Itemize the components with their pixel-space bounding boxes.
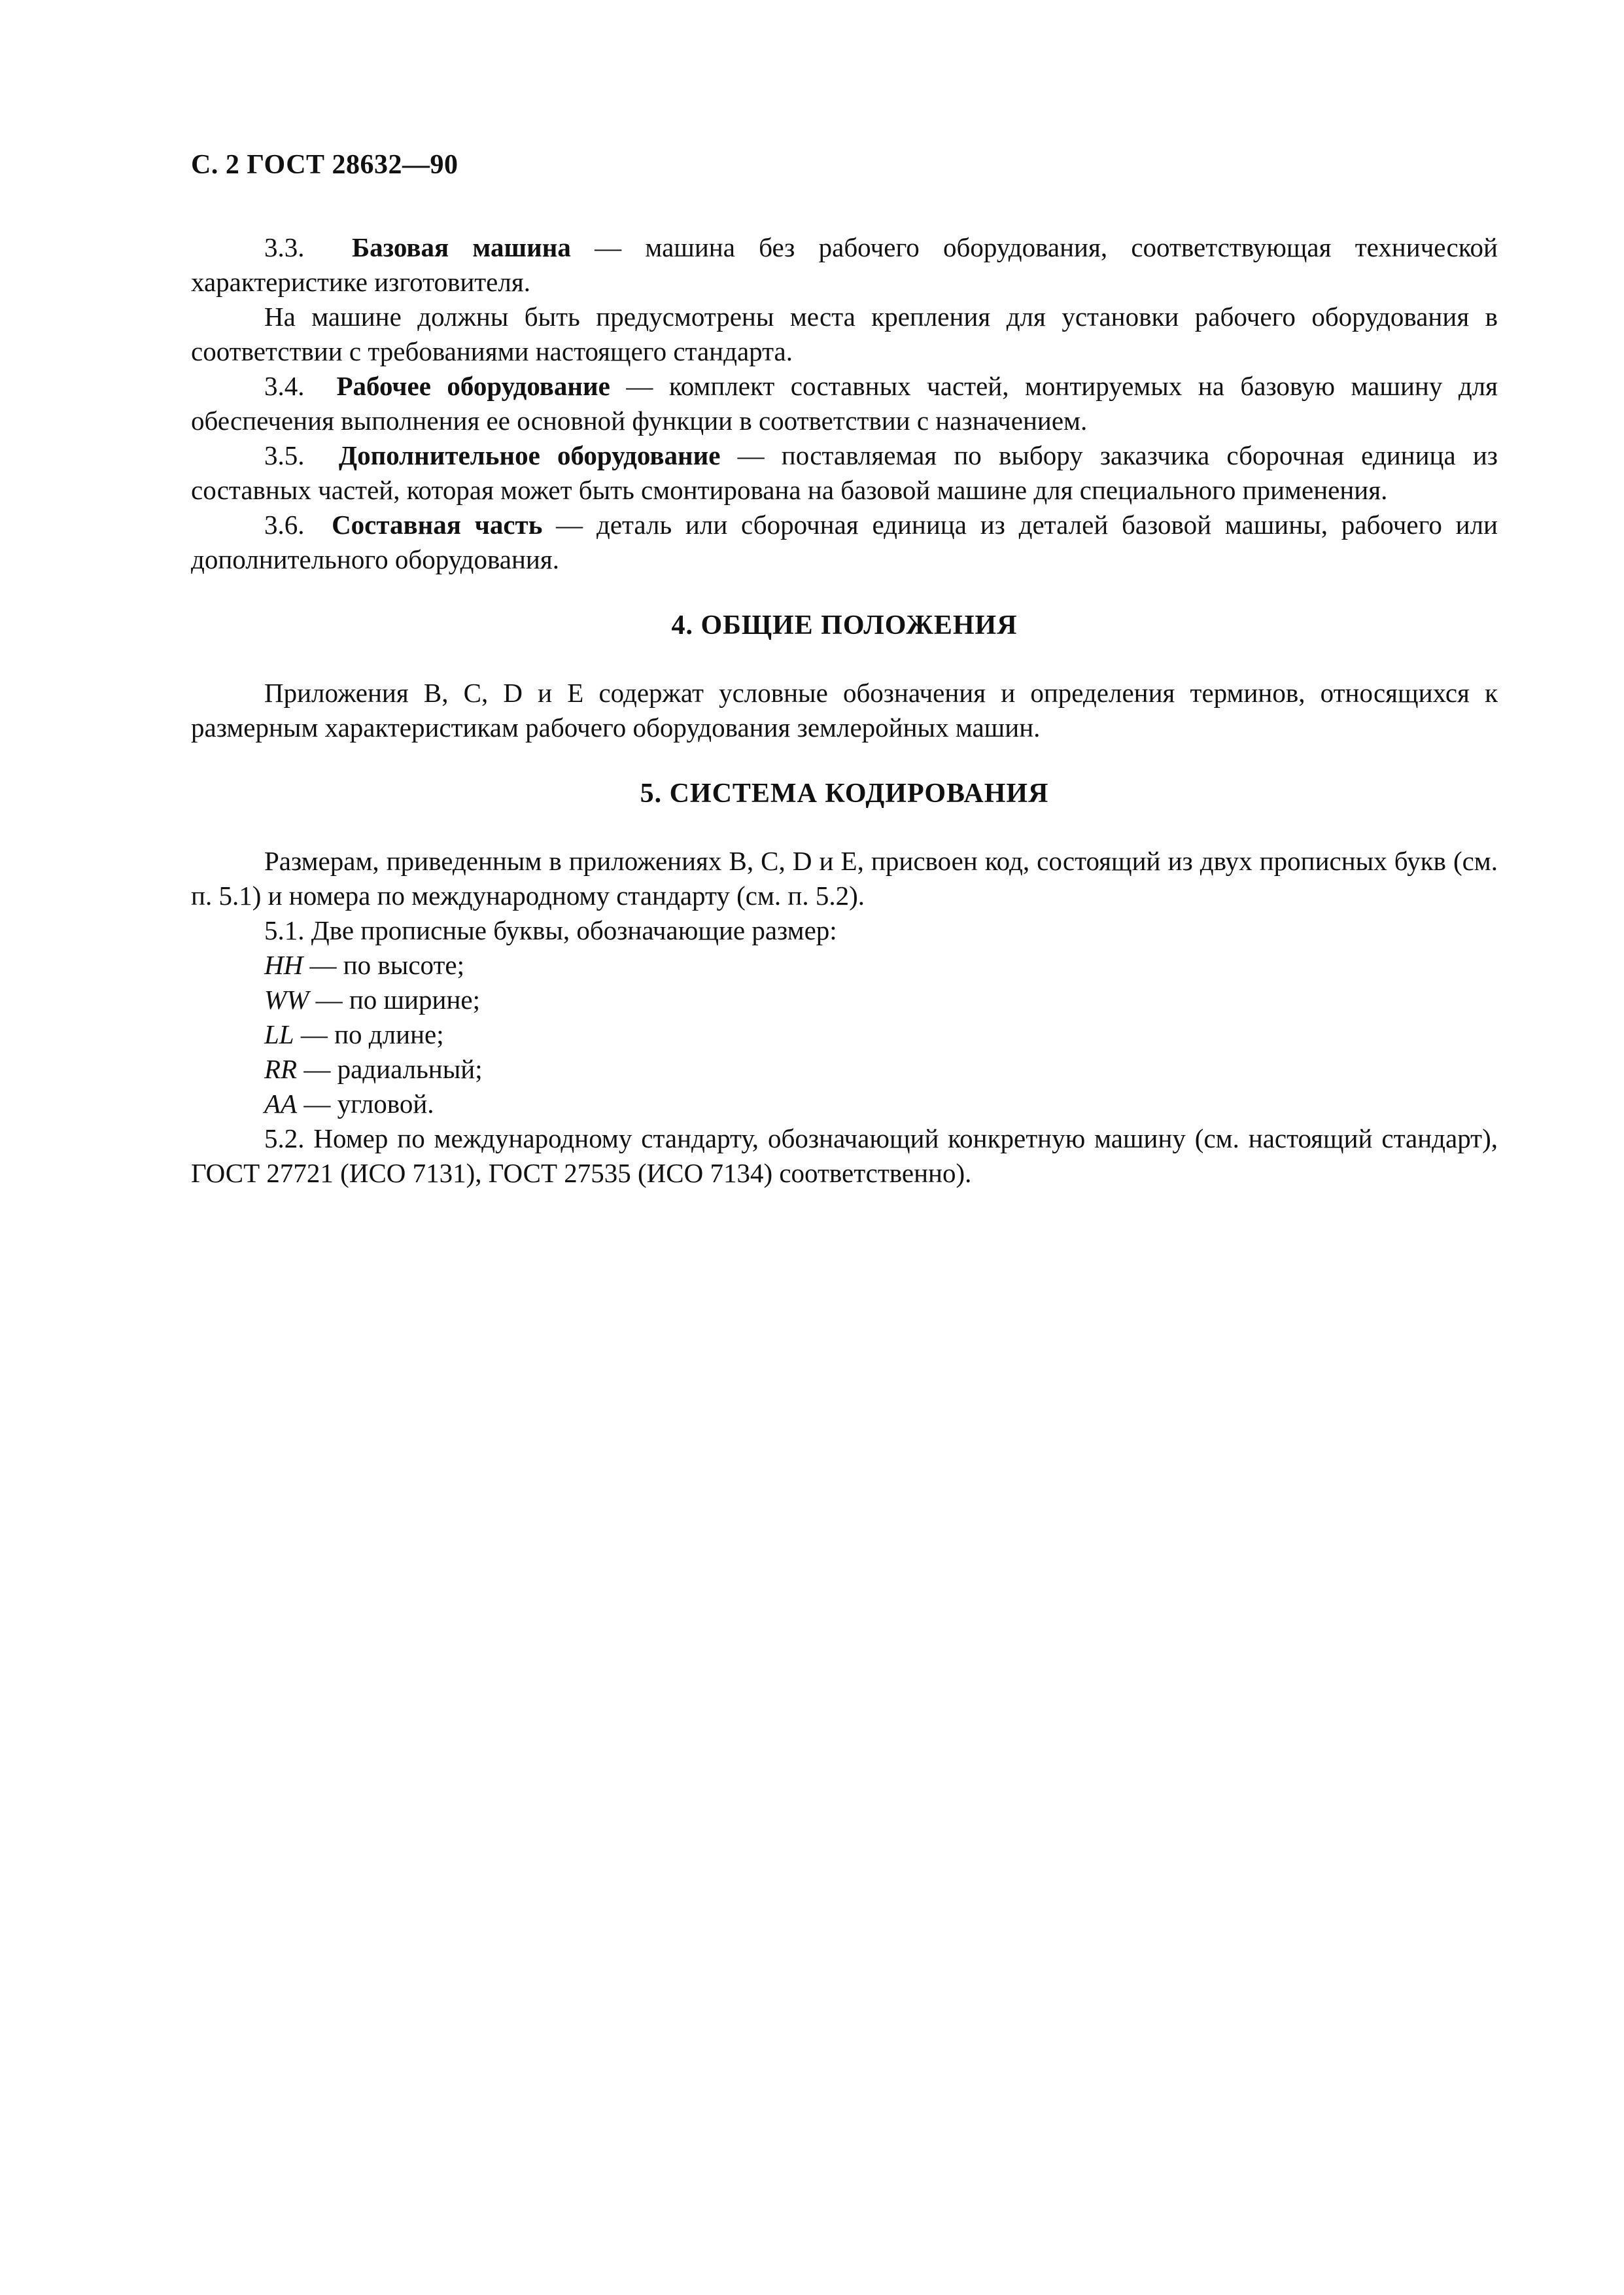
clause-3-5 xyxy=(191,438,1498,508)
code-item-aa xyxy=(191,1087,1498,1121)
section-4-text: Приложения B, C, D и E содержат условные обозначения и определения терминов, относящихся к размерным характеристикам рабочего оборудования землеройных машин. xyxy=(191,678,1498,743)
code-item-ll xyxy=(191,1017,1498,1052)
clause-number: 3.3. xyxy=(264,232,305,262)
clause-text: — комплект составных частей, монтируемых на базовую машину для обеспечения выполнения ее основной функции в соответствии с назначением. xyxy=(191,371,1498,436)
clause-text: — машина без рабочего оборудования, соответствующая технической характеристике изготовителя. xyxy=(191,232,1498,297)
clause-3-3 xyxy=(191,230,1498,300)
clause-5-2: 5.2. Номер по международному стандарту, обозначающий конкретную машину (см. настоящий стандарт), ГОСТ 27721 (ИСО 7131), ГОСТ 27535 (ИСО 7134) соответственно). xyxy=(191,1123,1498,1188)
code-meaning: — по высоте; xyxy=(303,950,464,980)
code-meaning: — по ширине; xyxy=(309,985,480,1015)
section-4-heading: 4. ОБЩИЕ ПОЛОЖЕНИЯ xyxy=(671,610,1018,640)
clause-term: Базовая машина xyxy=(352,232,571,262)
spacer xyxy=(191,811,1498,844)
spacer xyxy=(191,643,1498,676)
section-5-heading: 5. СИСТЕМА КОДИРОВАНИЯ xyxy=(640,779,1049,809)
code-item-ww xyxy=(191,983,1498,1017)
clause-term: Рабочее оборудование xyxy=(336,371,610,401)
document-body xyxy=(191,230,1498,1191)
clause-term: Дополнительное оборудование xyxy=(338,440,721,470)
code-meaning: — угловой. xyxy=(297,1089,434,1119)
code-letters: AA xyxy=(264,1089,298,1119)
clause-text: — деталь или сборочная единица из деталей базовой машины, рабочего или дополнительного оборудования. xyxy=(191,510,1498,574)
clause-number: 3.4. xyxy=(264,371,305,401)
code-meaning: — радиальный; xyxy=(297,1054,483,1084)
running-head: С. 2 ГОСТ 28632—90 xyxy=(191,150,458,180)
clause-3-3-paragraph: На машине должны быть предусмотрены места крепления для установки рабочего оборудования в соответствии с требованиями настоящего стандарта. xyxy=(191,302,1498,366)
clause-number: 3.5. xyxy=(264,440,305,470)
code-item-hh xyxy=(191,948,1498,983)
section-5-intro: Размерам, приведенным в приложениях B, C, D и E, присвоен код, состоящий из двух прописных букв (см. п. 5.1) и номера по международному стандарту (см. п. 5.2). xyxy=(191,846,1498,911)
clause-5-1: 5.1. Две прописные буквы, обозначающие размер: xyxy=(264,915,837,945)
clause-number: 3.6. xyxy=(264,510,305,540)
spacer xyxy=(191,577,1498,608)
spacer xyxy=(191,745,1498,777)
code-meaning: — по длине; xyxy=(294,1019,444,1049)
clause-3-4 xyxy=(191,369,1498,438)
code-item-rr xyxy=(191,1052,1498,1087)
code-letters: WW xyxy=(264,985,309,1015)
code-letters: LL xyxy=(264,1019,294,1049)
clause-text: — поставляемая по выбору заказчика сборочная единица из составных частей, которая может быть смонтирована на базовой машине для специального применения. xyxy=(191,440,1498,505)
code-letters: RR xyxy=(264,1054,298,1084)
clause-3-6 xyxy=(191,508,1498,577)
code-letters: HH xyxy=(264,950,303,980)
clause-term: Составная часть xyxy=(332,510,543,540)
